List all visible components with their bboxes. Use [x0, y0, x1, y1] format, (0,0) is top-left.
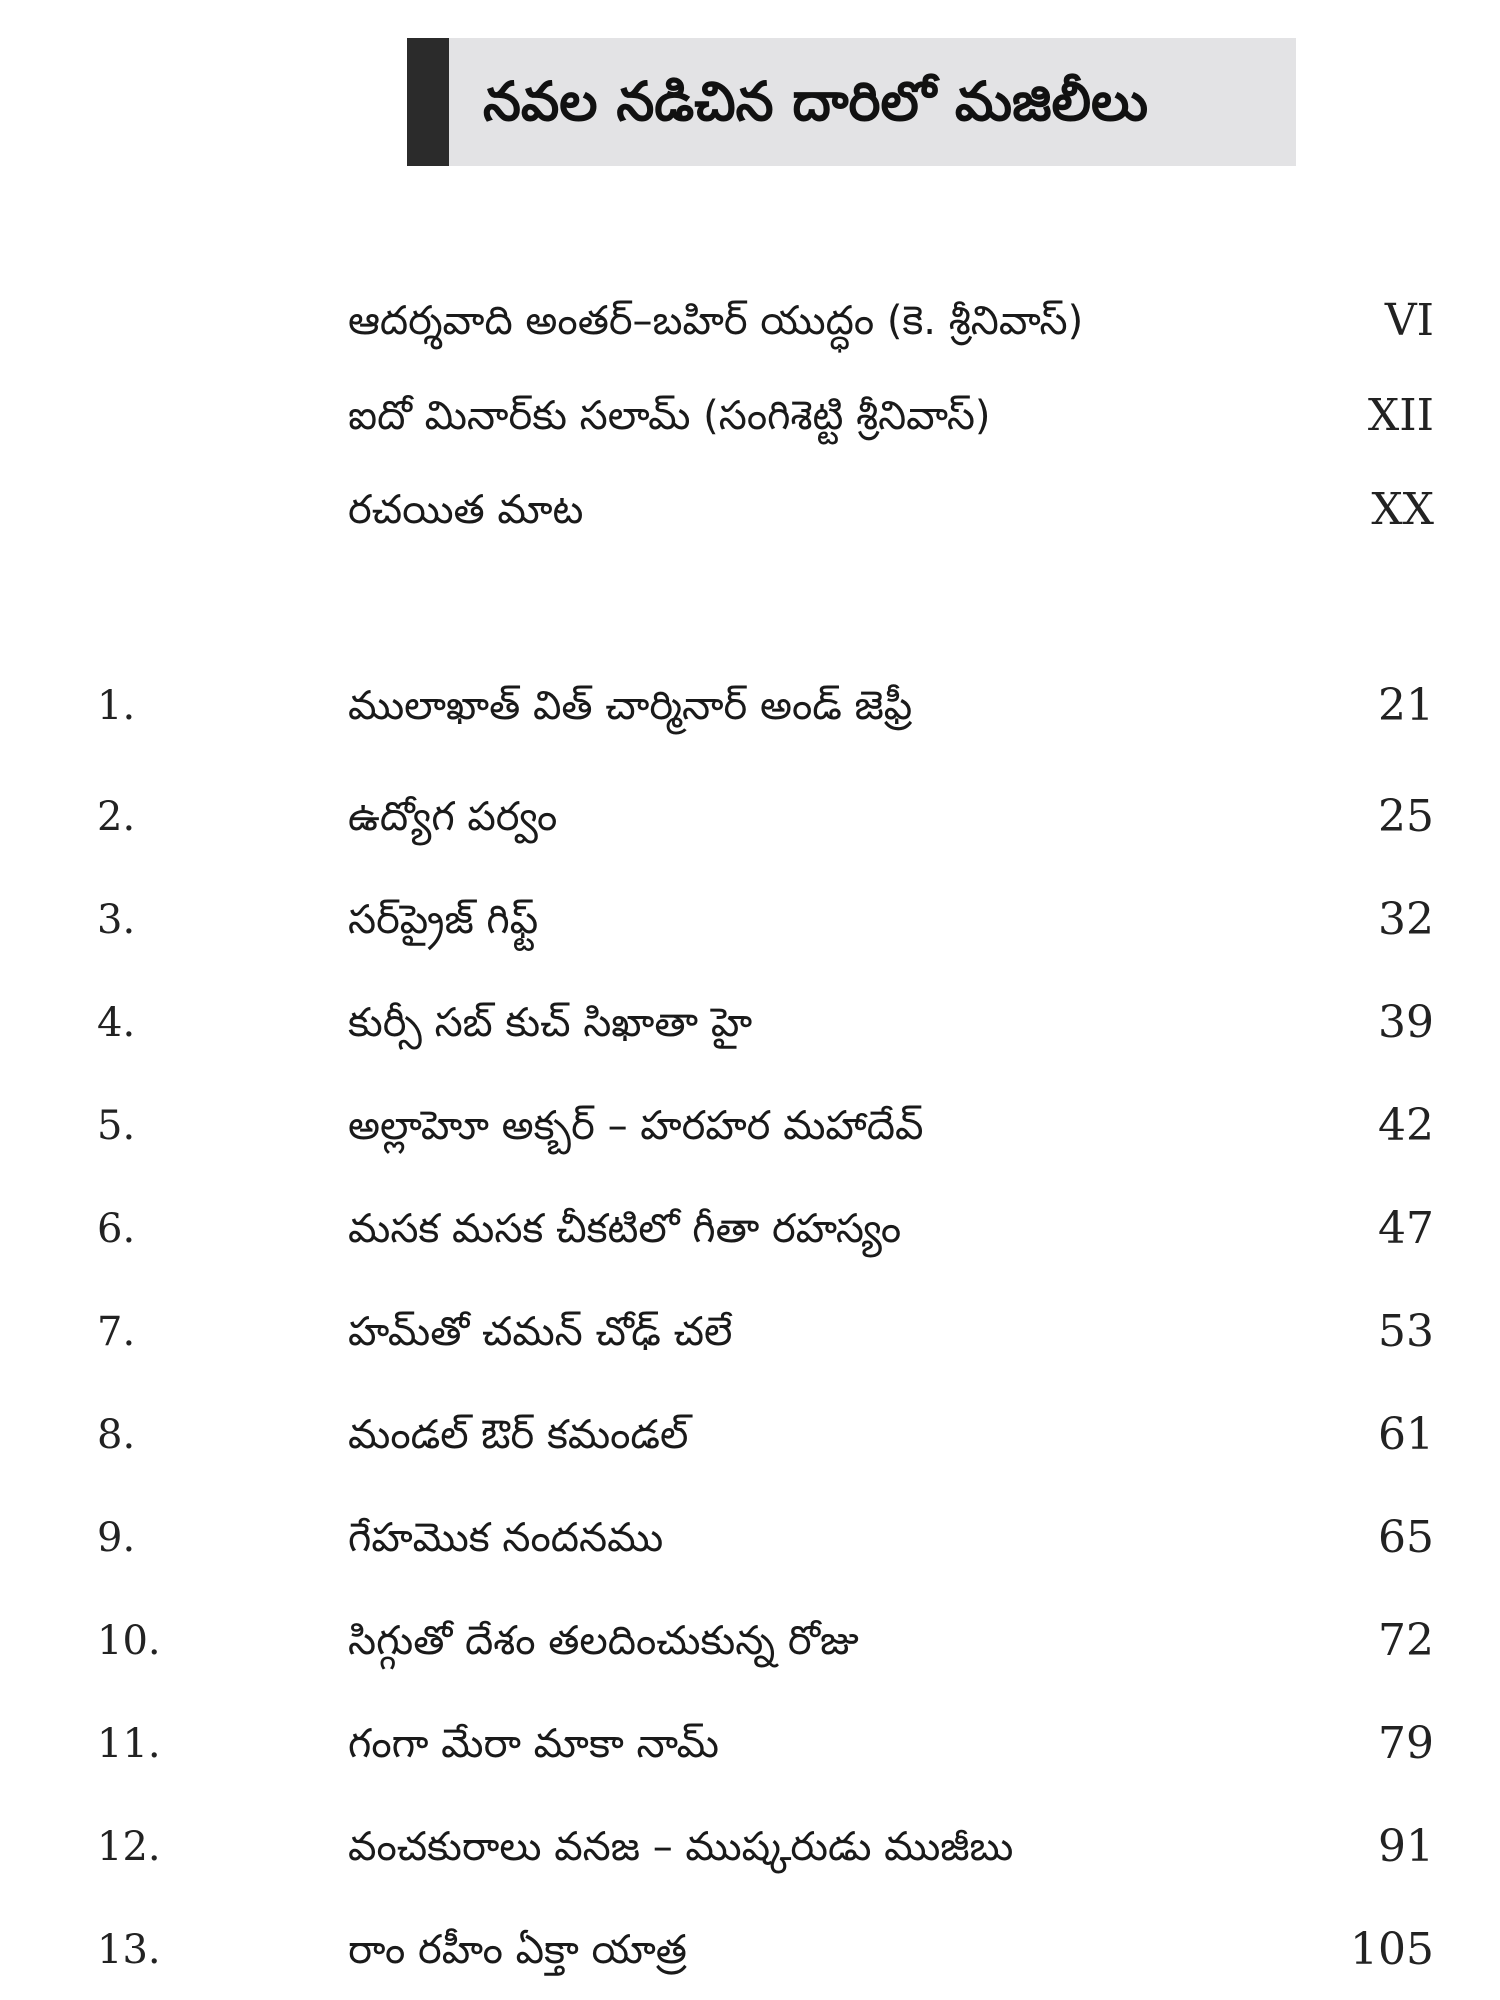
- chapter-number: 10.: [97, 1618, 161, 1664]
- chapter-entry: [0, 885, 1500, 955]
- chapter-entry: [0, 1709, 1500, 1779]
- chapter-entry: [0, 1812, 1500, 1882]
- chapter-page: 42: [1378, 1100, 1434, 1151]
- chapter-title: సర్‌ప్రైజ్ గిఫ్ట్: [348, 897, 539, 943]
- chapter-title: సిగ్గుతో దేశం తలదించుకున్న రోజు: [348, 1618, 859, 1664]
- chapter-entry: [0, 988, 1500, 1058]
- chapter-number: 5.: [97, 1103, 136, 1149]
- chapter-number: 8.: [97, 1412, 136, 1458]
- chapter-number: 4.: [97, 1000, 136, 1046]
- chapter-title: మండల్ ఔర్ కమండల్: [348, 1412, 689, 1458]
- chapter-title: గేహమొక నందనము: [348, 1515, 664, 1561]
- chapter-page: 72: [1378, 1615, 1434, 1666]
- chapter-page: 32: [1378, 894, 1434, 945]
- chapter-page: 47: [1378, 1203, 1434, 1254]
- chapter-number: 7.: [97, 1309, 136, 1355]
- chapter-page: 25: [1378, 791, 1434, 842]
- front-matter-entry: [0, 475, 1500, 545]
- chapter-number: 1.: [97, 683, 136, 729]
- chapter-entry: [0, 782, 1500, 852]
- chapter-page: 65: [1378, 1512, 1434, 1563]
- chapter-number: 11.: [97, 1721, 161, 1767]
- chapter-page: 79: [1378, 1718, 1434, 1769]
- chapter-title: అల్లాహెూ అక్బర్ – హరహర మహాదేవ్: [348, 1103, 924, 1149]
- chapter-page: 21: [1378, 680, 1434, 731]
- chapter-number: 6.: [97, 1206, 136, 1252]
- chapter-entry: [0, 1194, 1500, 1264]
- chapter-title: ఉద్యోగ పర్వం: [348, 794, 558, 840]
- chapter-page: 39: [1378, 997, 1434, 1048]
- entry-title: ఆదర్శవాది అంతర్–బహిర్ యుద్ధం (కె. శ్రీనివాస్): [348, 298, 1084, 344]
- chapter-title: కుర్సీ సబ్ కుచ్ సిఖాతా హై: [348, 1000, 753, 1046]
- chapter-entry: [0, 1297, 1500, 1367]
- chapter-number: 3.: [97, 897, 136, 943]
- heading-box: [407, 38, 1296, 166]
- chapter-title: హమ్‌తో చమన్ చోఢ్ చలే: [348, 1309, 733, 1355]
- chapter-title: మసక మసక చీకటిలో గీతా రహస్యం: [348, 1206, 902, 1252]
- chapter-page: 61: [1378, 1409, 1434, 1460]
- entry-title: రచయిత మాట: [348, 487, 584, 533]
- chapter-entry: [0, 671, 1500, 741]
- front-matter-entry: [0, 381, 1500, 451]
- chapter-entry: [0, 1400, 1500, 1470]
- chapter-page: 105: [1350, 1924, 1434, 1975]
- chapter-number: 12.: [97, 1824, 161, 1870]
- entry-page: VI: [1384, 295, 1434, 346]
- page-title: నవల నడిచిన దారిలో మజిలీలు: [483, 70, 1149, 133]
- chapter-title: గంగా మేరా మాకా నామ్: [348, 1721, 719, 1767]
- heading-accent-bar: [407, 38, 449, 166]
- chapter-page: 53: [1378, 1306, 1434, 1357]
- chapter-title: ములాఖాత్ విత్ చార్మినార్ అండ్ జెఫ్రీ: [348, 683, 913, 729]
- entry-page: XII: [1367, 390, 1434, 441]
- chapter-entry: [0, 1915, 1500, 1985]
- front-matter-entry: [0, 286, 1500, 356]
- chapter-number: 2.: [97, 794, 136, 840]
- chapter-number: 9.: [97, 1515, 136, 1561]
- chapter-entry: [0, 1091, 1500, 1161]
- chapter-page: 91: [1378, 1821, 1434, 1872]
- entry-title: ఐదో మినార్‌కు సలామ్ (సంగిశెట్టి శ్రీనివాస్): [348, 393, 991, 439]
- chapter-title: వంచకురాలు వనజ – ముష్కరుడు ముజీబు: [348, 1824, 1014, 1870]
- chapter-number: 13.: [97, 1927, 161, 1973]
- chapter-entry: [0, 1503, 1500, 1573]
- entry-page: XX: [1371, 484, 1434, 535]
- chapter-entry: [0, 1606, 1500, 1676]
- chapter-title: రాం రహీం ఏక్తా యాత్ర: [348, 1927, 687, 1973]
